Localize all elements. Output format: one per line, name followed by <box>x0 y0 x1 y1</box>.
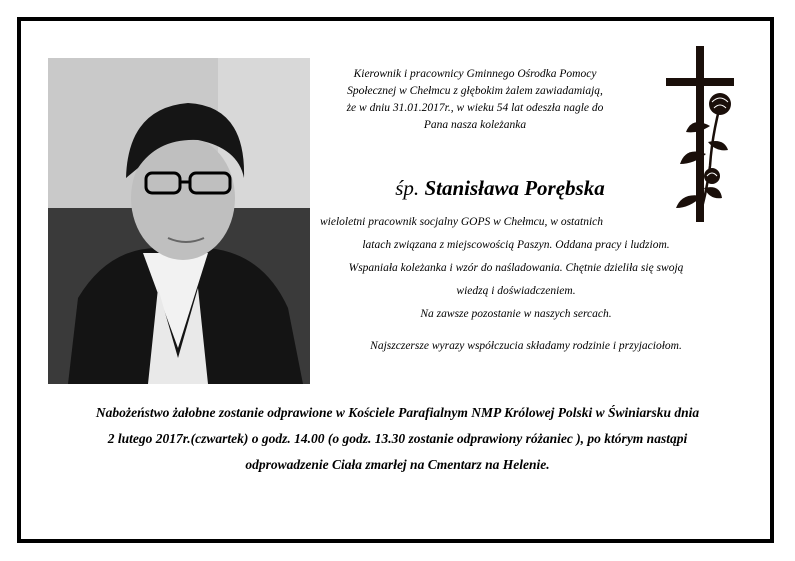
description-line: wiedzą i doświadczeniem. <box>456 285 576 297</box>
portrait-photo <box>48 58 310 384</box>
description-line: Wspaniała koleżanka i wzór do naśladowania. Chętnie dzieliła się swoją <box>348 262 684 274</box>
description-line: wieloletni pracownik socjalny GOPS w Chełmcu, w ostatnich <box>320 216 603 228</box>
description-line: Na zawsze pozostanie w naszych sercach. <box>420 308 612 320</box>
funeral-line: Nabożeństwo żałobne zostanie odprawione w Kościele Parafialnym NMP Królowej Polski w Świniarsku dnia <box>95 405 700 420</box>
funeral-info <box>40 400 755 478</box>
funeral-line: 2 lutego 2017r.(czwartek) o godz. 14.00 (o godz. 13.30 zostanie odprawiony różaniec ), po którym nastąpi <box>107 431 688 446</box>
funeral-line: odprowadzenie Ciała zmarłej na Cmentarz na Helenie. <box>245 457 550 472</box>
intro-line: Społecznej w Chełmcu z głębokim żalem zawiadamiają, <box>347 85 603 97</box>
cross-with-rose-icon <box>662 46 738 222</box>
announcement-intro <box>325 66 625 134</box>
description-line: latach związana z miejscowością Paszyn. Oddana pracy i ludziom. <box>362 239 670 251</box>
condolences-text: Najszczersze wyrazy współczucia składamy rodzinie i przyjaciołom. <box>370 340 682 352</box>
intro-line: Kierownik i pracownicy Gminnego Ośrodka Pomocy <box>353 68 597 80</box>
deceased-name <box>330 176 670 201</box>
intro-line: Pana nasza koleżanka <box>423 119 527 131</box>
name-prefix: śp. <box>395 176 420 200</box>
intro-line: że w dniu 31.01.2017r., w wieku 54 lat odeszła nagle do <box>346 102 604 114</box>
description <box>316 211 716 326</box>
name-full: Stanisława Porębska <box>424 176 605 200</box>
